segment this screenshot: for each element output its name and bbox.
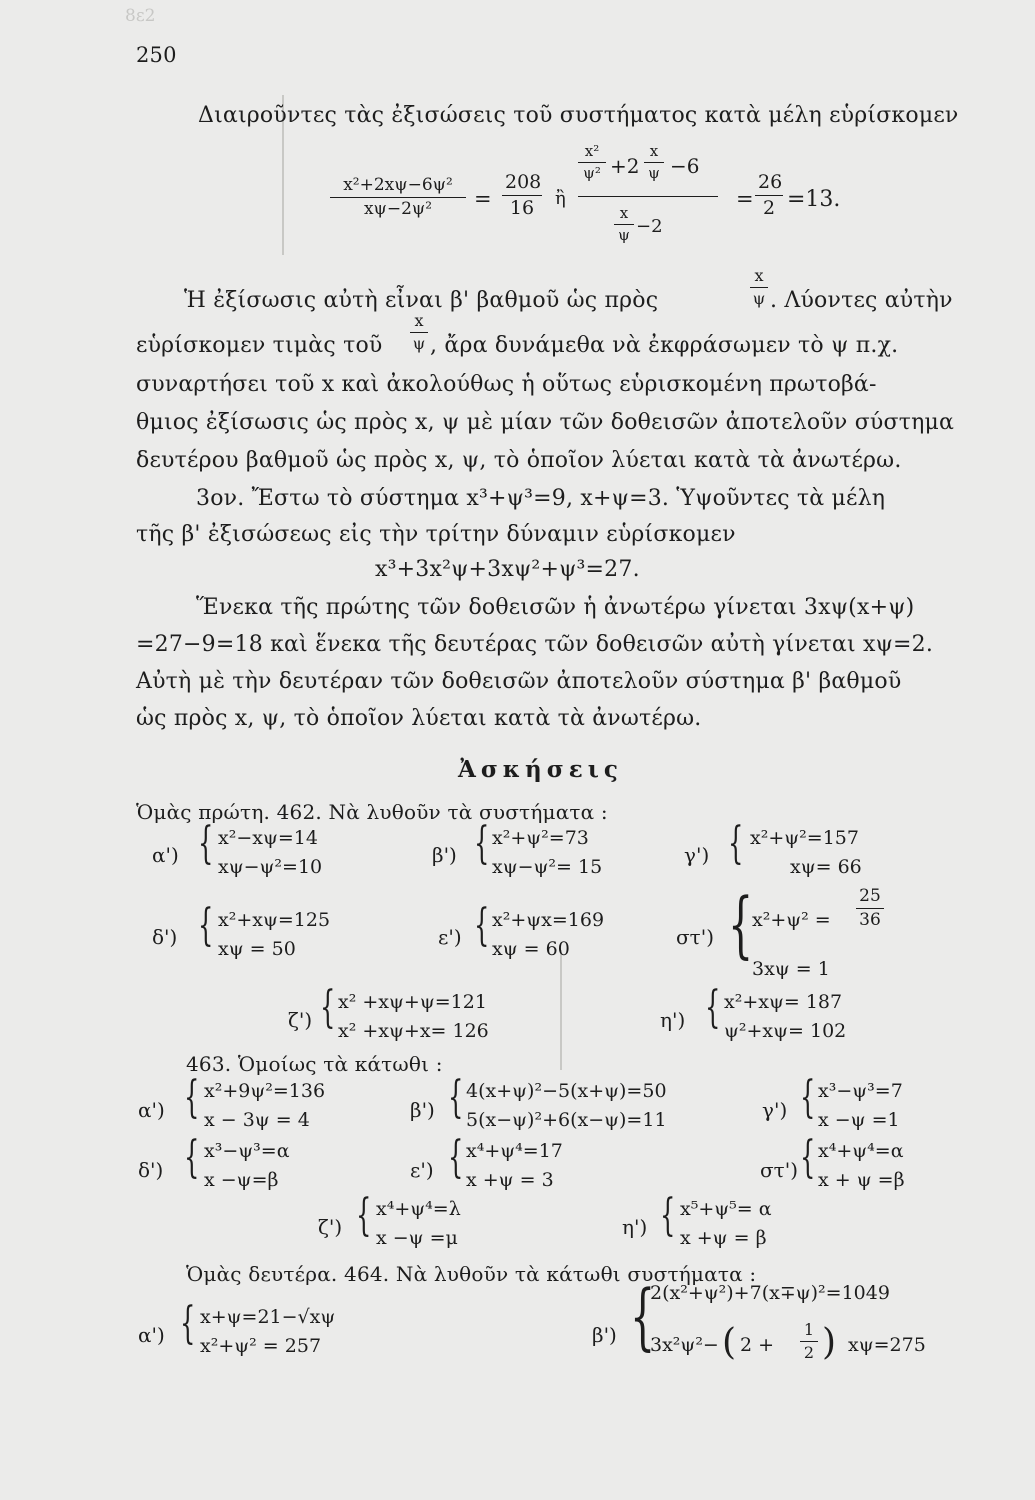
fraction-2-numerator: 208 — [502, 173, 542, 196]
ex462-a-label: α') — [152, 843, 179, 867]
para2-line4: Ἕνεκα τῆς πρώτης τῶν δοθεισῶν ἡ ἀνωτέρω γίνεται 3xψ(x+ψ) — [196, 595, 915, 620]
ex463-h-eq2: x +ψ = β — [680, 1227, 767, 1249]
para1-line1-tail: . Λύοντες αὐτὴν — [770, 288, 953, 313]
ex463-h-label: η') — [622, 1215, 648, 1239]
ex463-b-eq1: 4(x+ψ)²−5(x+ψ)=50 — [466, 1080, 667, 1102]
para1-line4: θμιος ἐξίσωσις ὡς πρὸς x, ψ μὲ μίαν τῶν δοθεισῶν ἀποτελοῦν σύστημα — [136, 410, 955, 435]
ex463-a-eq1: x²+9ψ²=136 — [204, 1080, 326, 1102]
para1-line2-tail: , ἄρα δυνάμεθα νὰ ἐκφράσωμεν τὸ ψ π.χ. — [430, 333, 899, 358]
compound-num-x2: x² — [578, 144, 606, 163]
compound-minus2: −2 — [636, 216, 663, 237]
ex462-st-eq2: 3xψ = 1 — [752, 958, 830, 980]
ex464-b-brace: { — [630, 1274, 656, 1358]
ex463-g-label: γ') — [762, 1098, 788, 1122]
ex462-st-eq1: x²+ψ² = — [752, 909, 831, 931]
ex463-st-brace: { — [800, 1132, 816, 1183]
ex462-st-label: στ') — [676, 925, 715, 949]
compound-minus6: −6 — [670, 154, 700, 178]
fraction-2-denominator: 16 — [509, 197, 535, 219]
ex462-b-eq1: x²+ψ²=73 — [492, 827, 589, 849]
ex464-b-eq2-a: 3x²ψ²− — [650, 1334, 719, 1356]
ex464-a-label: α') — [138, 1323, 165, 1347]
ex462-g-brace: { — [728, 818, 744, 869]
ex462-a-eq1: x²−xψ=14 — [218, 827, 318, 849]
intro-line: Διαιροῦντες τὰς ἐξισώσεις τοῦ συστήματος κατὰ μέλη εὑρίσκομεν — [198, 103, 959, 128]
exercises-heading: Ἀσκήσεις — [458, 756, 623, 783]
inline-frac-x: x — [750, 268, 768, 288]
ex464-b-eq1: 2(x²+ψ²)+7(x∓ψ)²=1049 — [650, 1282, 890, 1304]
ex464-a-eq1: x+ψ=21−√xψ — [200, 1306, 336, 1328]
ex463-a-brace: { — [184, 1072, 200, 1123]
ex462-d-eq2: xψ = 50 — [218, 938, 296, 960]
para2-line2: τῆς β' ἐξισώσεως εἰς τὴν τρίτην δύναμιν εὑρίσκομεν — [136, 522, 736, 547]
ex463-e-brace: { — [448, 1132, 464, 1183]
ex462-e-label: ε') — [438, 925, 462, 949]
result-13: =13. — [787, 187, 841, 212]
para1-line3: συναρτήσει τοῦ x καὶ ἀκολούθως ἡ οὕτως εὑρισκομένη πρωτοβά- — [136, 372, 877, 397]
inline-frac-x-psi-2 — [410, 313, 428, 352]
inline-frac-x-psi — [750, 268, 768, 307]
ex462-e-eq2: xψ = 60 — [492, 938, 570, 960]
ex462-st-brace: { — [728, 882, 754, 966]
ex463-b-brace: { — [448, 1072, 464, 1123]
ex462-h-eq2: ψ²+xψ= 102 — [724, 1020, 847, 1042]
equals-sign: = — [474, 187, 492, 211]
para2-line5: =27−9=18 καὶ ἕνεκα τῆς δευτέρας τῶν δοθεισῶν αὐτὴ γίνεται xψ=2. — [136, 632, 934, 657]
para1-line5: δευτέρου βαθμοῦ ὡς πρὸς x, ψ, τὸ ὁποῖον λύεται κατὰ τὰ ἀνωτέρω. — [136, 448, 902, 473]
ex463-b-label: β') — [410, 1098, 435, 1122]
fraction-3-denominator: 2 — [762, 197, 776, 219]
group2-title: Ὁμὰς δευτέρα. 464. Νὰ λυθοῦν τὰ κάτωθι συστήματα : — [186, 1262, 757, 1286]
ex463-a-eq2: x − 3ψ = 4 — [204, 1109, 310, 1131]
ex463-st-eq1: x⁴+ψ⁴=α — [818, 1140, 904, 1162]
fraction-2 — [502, 173, 542, 218]
ex462-z-eq1: x² +xψ+ψ=121 — [338, 991, 487, 1013]
ex463-d-brace: { — [184, 1132, 200, 1183]
compound-plus2: +2 — [610, 154, 640, 178]
ex462-b-eq2: xψ−ψ²= 15 — [492, 856, 603, 878]
compound-num-x2-frac — [578, 144, 606, 181]
fraction-1-numerator: x²+2xψ−6ψ² — [330, 177, 466, 198]
ex463-b-eq2: 5(x−ψ)²+6(x−ψ)=11 — [466, 1109, 667, 1131]
ex462-d-eq1: x²+xψ=125 — [218, 909, 331, 931]
para2-line1: 3ον. Ἔστω τὸ σύστημα x³+ψ³=9, x+ψ=3. Ὑψοῦντες τὰ μέλη — [196, 486, 886, 511]
compound-den-x: x — [614, 206, 634, 225]
bleed-through-rule — [560, 950, 562, 1070]
compound-main-bar — [578, 196, 718, 197]
ex462-h-label: η') — [660, 1008, 686, 1032]
ex462-b-label: β') — [432, 843, 457, 867]
ex462-b-brace: { — [474, 818, 490, 869]
group1-title: Ὁμὰς πρώτη. 462. Νὰ λυθοῦν τὰ συστήματα : — [136, 800, 608, 824]
inline-frac-psi: ψ — [752, 289, 766, 308]
ex462-g-label: γ') — [684, 843, 710, 867]
ex462-a-eq2: xψ−ψ²=10 — [218, 856, 323, 878]
ex463-st-label: στ') — [760, 1158, 799, 1182]
ex462-e-brace: { — [474, 900, 490, 951]
ex463-g-brace: { — [800, 1072, 816, 1123]
ex463-d-label: δ') — [138, 1158, 164, 1182]
equals-sign: = — [736, 187, 754, 211]
ex463-h-eq1: x⁵+ψ⁵= α — [680, 1198, 772, 1220]
ex462-d-brace: { — [198, 900, 214, 951]
compound-num-xpsi-frac — [644, 144, 664, 181]
ex462-g-eq1: x²+ψ²=157 — [750, 827, 859, 849]
ex463-z-label: ζ') — [318, 1215, 343, 1239]
ex464-b-two-plus: 2 + — [740, 1334, 775, 1356]
ex463-d-eq2: x −ψ=β — [204, 1169, 279, 1191]
compound-num-psi2: ψ² — [583, 164, 601, 182]
ex463-e-eq1: x⁴+ψ⁴=17 — [466, 1140, 563, 1162]
ex462-z-eq2: x² +xψ+x= 126 — [338, 1020, 489, 1042]
para1-line1 — [184, 288, 658, 313]
ex463-e-label: ε') — [410, 1158, 434, 1182]
ex464-b-half-num: 1 — [800, 1322, 818, 1342]
page-number: 250 — [136, 43, 177, 67]
ex464-b-half-den: 2 — [803, 1343, 815, 1362]
ex462-e-eq1: x²+ψx=169 — [492, 909, 605, 931]
ex464-a-eq2: x²+ψ² = 257 — [200, 1335, 322, 1357]
ex464-b-paren-left: ( — [722, 1322, 737, 1363]
fraction-3 — [755, 173, 783, 218]
or-word: ἢ — [555, 188, 566, 209]
inline-frac-psi: ψ — [412, 334, 426, 353]
ex464-b-half — [800, 1322, 818, 1361]
ex464-b-paren-right: ) — [822, 1322, 837, 1363]
fraction-1 — [330, 177, 466, 218]
ex463-d-eq1: x³−ψ³=α — [204, 1140, 290, 1162]
ex463-g-eq2: x −ψ =1 — [818, 1109, 900, 1131]
ex462-st-frac-num: 25 — [856, 888, 884, 909]
ex463-title: 463. Ὁμοίως τὰ κάτωθι : — [186, 1052, 443, 1076]
ex462-a-brace: { — [198, 818, 214, 869]
compound-num-x: x — [644, 144, 664, 163]
inline-frac-x: x — [410, 313, 428, 333]
ex463-z-brace: { — [356, 1190, 372, 1241]
compound-den-psi: ψ — [618, 226, 630, 244]
ex462-st-frac — [856, 888, 884, 929]
para2-line3: x³+3x²ψ+3xψ²+ψ³=27. — [375, 557, 640, 582]
ex462-st-frac-den: 36 — [859, 910, 881, 930]
ex463-h-brace: { — [660, 1190, 676, 1241]
para1-line2: εὑρίσκομεν τιμὰς τοῦ — [136, 333, 383, 358]
compound-num-psi: ψ — [648, 164, 660, 182]
ex462-h-eq1: x²+xψ= 187 — [724, 991, 843, 1013]
ex463-a-label: α') — [138, 1098, 165, 1122]
bleed-through-page-number: 8ε2 — [125, 6, 156, 26]
para1-line1-text: Ἡ ἐξίσωσις αὐτὴ εἶναι β' βαθμοῦ ὡς πρὸς — [184, 288, 659, 313]
ex464-b-eq2-b: xψ=275 — [848, 1334, 926, 1356]
ex464-a-brace: { — [180, 1298, 196, 1349]
ex464-b-label: β') — [592, 1323, 617, 1347]
fraction-3-numerator: 26 — [755, 173, 783, 196]
para2-line6: Αὐτὴ μὲ τὴν δευτέραν τῶν δοθεισῶν ἀποτελοῦν σύστημα β' βαθμοῦ — [136, 669, 902, 694]
ex463-z-eq1: x⁴+ψ⁴=λ — [376, 1198, 461, 1220]
fraction-1-denominator: xψ−2ψ² — [363, 199, 433, 219]
compound-fraction — [578, 140, 728, 260]
ex463-e-eq2: x +ψ = 3 — [466, 1169, 554, 1191]
ex462-h-brace: { — [705, 982, 721, 1033]
ex462-g-eq2: xψ= 66 — [790, 856, 862, 878]
ex462-d-label: δ') — [152, 925, 178, 949]
ex462-z-brace: { — [320, 982, 336, 1033]
ex462-z-label: ζ') — [288, 1008, 313, 1032]
ex463-st-eq2: x + ψ =β — [818, 1169, 905, 1191]
para2-line7: ὡς πρὸς x, ψ, τὸ ὁποῖον λύεται κατὰ τὰ ἀνωτέρω. — [136, 706, 702, 731]
ex463-z-eq2: x −ψ =μ — [376, 1227, 458, 1249]
compound-den-xpsi-frac — [614, 206, 634, 243]
ex463-g-eq1: x³−ψ³=7 — [818, 1080, 903, 1102]
